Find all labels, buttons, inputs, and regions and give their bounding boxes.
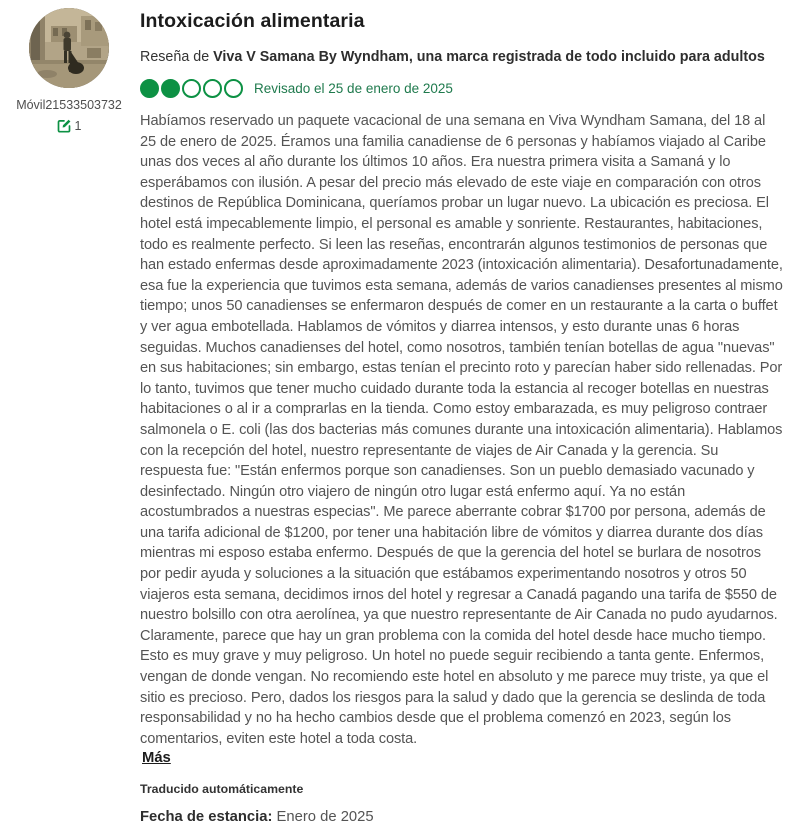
more-link[interactable]: Más (142, 750, 171, 767)
avatar-photo (29, 8, 109, 88)
rating-bubble (182, 79, 201, 98)
review-subtitle (140, 49, 783, 65)
review-body: Habíamos reservado un paquete vacacional de una semana en Viva Wyndham Samana, del 18 al 25 de enero de 2025. Éramos una familia canadiense de 6 personas y habíamos viajado al Caribe unas dos veces al año durante los últimos 10 años. Era nuestra primera visita a Samaná y lo esperábamos con ilusión. A pesar del precio más elevado de este viaje en comparación con otros destinos de República Dominicana, queríamos probar un lugar nuevo. La ubicación es preciosa. El hotel está impecablemente limpio, el personal es amable y sonriente. Restaurantes, habitaciones, todo es realmente perfecto. Si leen las reseñas, encontrarán algunos testimonios de personas que han estado enfermas desde aproximadamente 2023 (intoxicación alimentaria). Desafortunadamente, esa fue la experiencia que tuvimos esta semana, además de varios canadienses presentes al mismo tiempo; unos 50 canadienses se enfermaron después de comer en un restaurante a la carta o buffet y ver agua embotellada. Hablamos de vómitos y diarrea intensos, y esto durante unas 6 horas seguidas. Muchos canadienses del hotel, como nosotros, también tenían botellas de agua "nuevas" en sus habitaciones; sin embargo, estas tenían el precinto roto y parecían haber sido rellenadas. Por lo tanto, tuvimos que tener mucho cuidado durante toda la estancia al recoger botellas en nuestras habitaciones o al ir a comprarlas en la tienda. Como estoy embarazada, es muy peligroso contraer salmonela o E. coli (las dos bacterias más comunes durante una intoxicación alimentaria). Hablamos con la recepción del hotel, nuestro representante de viajes de Air Canada y la gerencia. Su respuesta fue: "Están enfermos porque son canadienses. Son un pueblo demasiado vacunado y desinfectado. Ningún otro viajero de ningún otro lugar está enfermo aquí. Ya no están acostumbrados a nuestras especias". Me parece aberrante cobrar $1700 por persona, además de una tarifa adicional de $1200, por tener una habitación libre de vómitos y diarrea durante dos días mientras mi esposo estaba enfermo. Después de que la gerencia del hotel se burlara de nosotros por pedir ayuda y soluciones a la situación que estábamos experimentando nosotros y otros 50 viajeros esta semana, decidimos irnos del hotel y regresar a Canadá pagando una tarifa de $550 de nuestro bolsillo con otra aerolínea, ya que nuestro representante de Air Canada no pudo ayudarnos. Claramente, parece que hay un gran problema con la comida del hotel desde hace mucho tiempo. Esto es muy grave y muy peligroso. Un hotel no puede seguir recibiendo a tanta gente. Enfermos, vengan de donde vengan. No recomiendo este hotel en absoluto y me parece muy triste, ya que el sitio es precioso. Pero, dados los riesgos para la salud y dado que la gerencia se deslinda de toda responsabilidad y no ha hecho cambios desde que el problema comenzó en 2023, según los comentarios, eviten este hotel a toda costa. (140, 113, 787, 747)
rating-bubble (161, 79, 180, 98)
reviewer-column (18, 8, 120, 825)
stay-date-label: Fecha de estancia: (140, 809, 273, 825)
rating-row (140, 79, 783, 98)
translated-note: Traducido automáticamente (140, 782, 304, 797)
rating-bubble (140, 79, 159, 98)
rating-bubble (203, 79, 222, 98)
stay-date-value: Enero de 2025 (276, 809, 374, 825)
edit-review-icon (57, 118, 72, 133)
contribution-count (57, 118, 82, 133)
review-date: Revisado el 25 de enero de 2025 (254, 81, 453, 96)
rating-bubble (224, 79, 243, 98)
subtitle-prefix: Reseña de (140, 49, 214, 65)
avatar[interactable] (29, 8, 109, 88)
review-content (140, 8, 787, 825)
review-title: Intoxicación alimentaria (140, 10, 365, 32)
reviewer-name[interactable]: Móvil21533503732 (16, 98, 122, 112)
stay-date (140, 809, 783, 825)
contribution-value: 1 (74, 118, 82, 133)
hotel-name[interactable]: Viva V Samana By Wyndham, una marca registrada de todo incluido para adultos (213, 49, 765, 65)
rating-bubbles (140, 79, 243, 98)
